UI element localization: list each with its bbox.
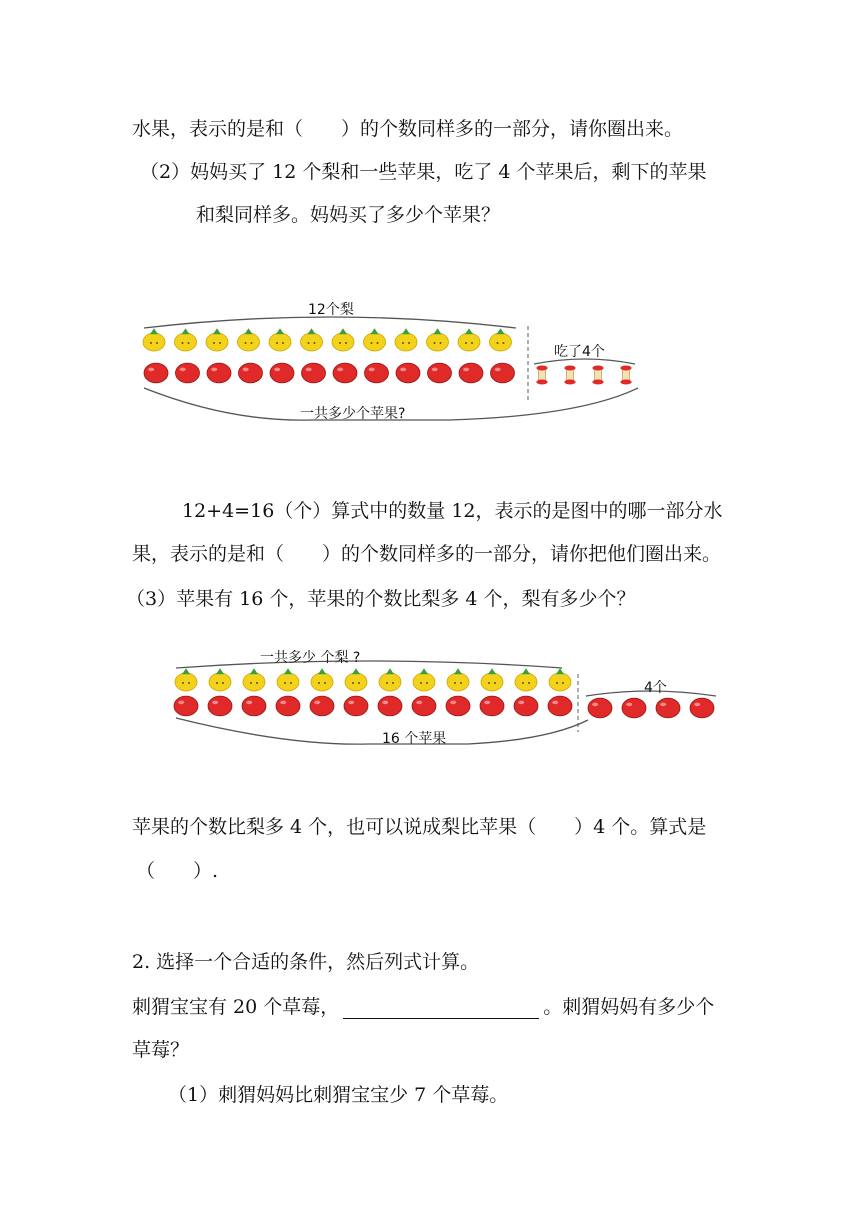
option-1: （1）刺猬妈妈比刺猬宝宝少 7 个草莓。 <box>168 1084 509 1106</box>
apple-icon <box>333 363 357 383</box>
apple-icon <box>548 696 572 716</box>
apple-icon <box>144 363 168 383</box>
section-2-line-1-start: 刺猬宝宝有 20 个草莓， <box>132 996 340 1018</box>
pear-icon <box>301 328 323 351</box>
pear-icon <box>447 668 469 691</box>
figure-1-top-brace <box>144 317 516 328</box>
pear-icon <box>175 328 197 351</box>
apple-icon <box>344 696 368 716</box>
apple-core-icon <box>620 366 631 385</box>
apple-icon <box>276 696 300 716</box>
figure-2-bottom-label: 16 个苹果 <box>382 731 447 747</box>
apple-core-icon <box>536 366 547 385</box>
pear-icon <box>364 328 386 351</box>
text-line-8: （ ）. <box>136 860 219 882</box>
question-3: （3）苹果有 16 个，苹果的个数比梨多 4 个，梨有多少个？ <box>126 588 636 610</box>
apple-icon <box>378 696 402 716</box>
apple-icon <box>690 698 714 718</box>
apple-icon <box>491 363 515 383</box>
pear-icon <box>490 328 512 351</box>
apple-icon <box>207 363 231 383</box>
figure-2 <box>168 640 728 752</box>
figure-1-top-label: 12个梨 <box>308 302 354 318</box>
text-line-7: 苹果的个数比梨多 4 个，也可以说成梨比苹果（ ）4 个。算式是 <box>132 816 707 838</box>
section-2-heading: 2. 选择一个合适的条件，然后列式计算。 <box>132 951 480 973</box>
apple-icon <box>656 698 680 718</box>
pear-icon <box>206 328 228 351</box>
pear-icon <box>238 328 260 351</box>
apple-core-icon <box>564 366 575 385</box>
pear-icon <box>481 668 503 691</box>
apple-icon <box>302 363 326 383</box>
question-2-line-1: （2）妈妈买了 12 个梨和一些苹果，吃了 4 个苹果后，剩下的苹果 <box>140 161 707 183</box>
section-2-line-2: 草莓？ <box>132 1039 190 1061</box>
pear-icon <box>269 328 291 351</box>
figure-2-extra-label: 4个 <box>644 680 667 696</box>
text-line-5: 果，表示的是和（ ）的个数同样多的一部分，请你把他们圈出来。 <box>132 543 722 565</box>
pear-icon <box>277 668 299 691</box>
apple-icon <box>365 363 389 383</box>
apple-icon <box>459 363 483 383</box>
pear-icon <box>209 668 231 691</box>
pear-icon <box>143 328 165 351</box>
section-2-line-1 <box>132 995 714 1019</box>
apple-icon <box>480 696 504 716</box>
answer-blank[interactable] <box>343 998 539 1019</box>
apple-icon <box>412 696 436 716</box>
pear-icon <box>379 668 401 691</box>
pear-icon <box>243 668 265 691</box>
figure-1-eaten-label: 吃了4个 <box>554 344 605 360</box>
apple-icon <box>176 363 200 383</box>
apple-icon <box>396 363 420 383</box>
pear-icon <box>345 668 367 691</box>
pear-icon <box>458 328 480 351</box>
figure-2-top-brace <box>176 661 562 668</box>
apple-icon <box>174 696 198 716</box>
apple-icon <box>310 696 334 716</box>
pear-icon <box>549 668 571 691</box>
text-line-4: 12+4=16（个）算式中的数量 12，表示的是图中的哪一部分水 <box>182 500 723 522</box>
apple-icon <box>622 698 646 718</box>
pear-icon <box>332 328 354 351</box>
figure-1-bottom-label: 一共多少个苹果? <box>300 406 406 422</box>
apple-icon <box>514 696 538 716</box>
pear-icon <box>395 328 417 351</box>
question-2-line-2: 和梨同样多。妈妈买了多少个苹果？ <box>196 204 501 226</box>
pear-icon <box>515 668 537 691</box>
apple-icon <box>270 363 294 383</box>
text-line-1: 水果，表示的是和（ ）的个数同样多的一部分，请你圈出来。 <box>132 118 684 140</box>
pear-icon <box>413 668 435 691</box>
pear-icon <box>427 328 449 351</box>
section-2-line-1-end: 。刺猬妈妈有多少个 <box>543 996 715 1018</box>
pear-icon <box>311 668 333 691</box>
apple-icon <box>428 363 452 383</box>
figure-1 <box>130 292 650 432</box>
apple-icon <box>446 696 470 716</box>
figure-2-top-label: 一共多少 个梨 ? <box>260 650 361 666</box>
apple-icon <box>208 696 232 716</box>
pear-icon <box>175 668 197 691</box>
apple-icon <box>239 363 263 383</box>
apple-icon <box>242 696 266 716</box>
apple-core-icon <box>592 366 603 385</box>
apple-icon <box>588 698 612 718</box>
